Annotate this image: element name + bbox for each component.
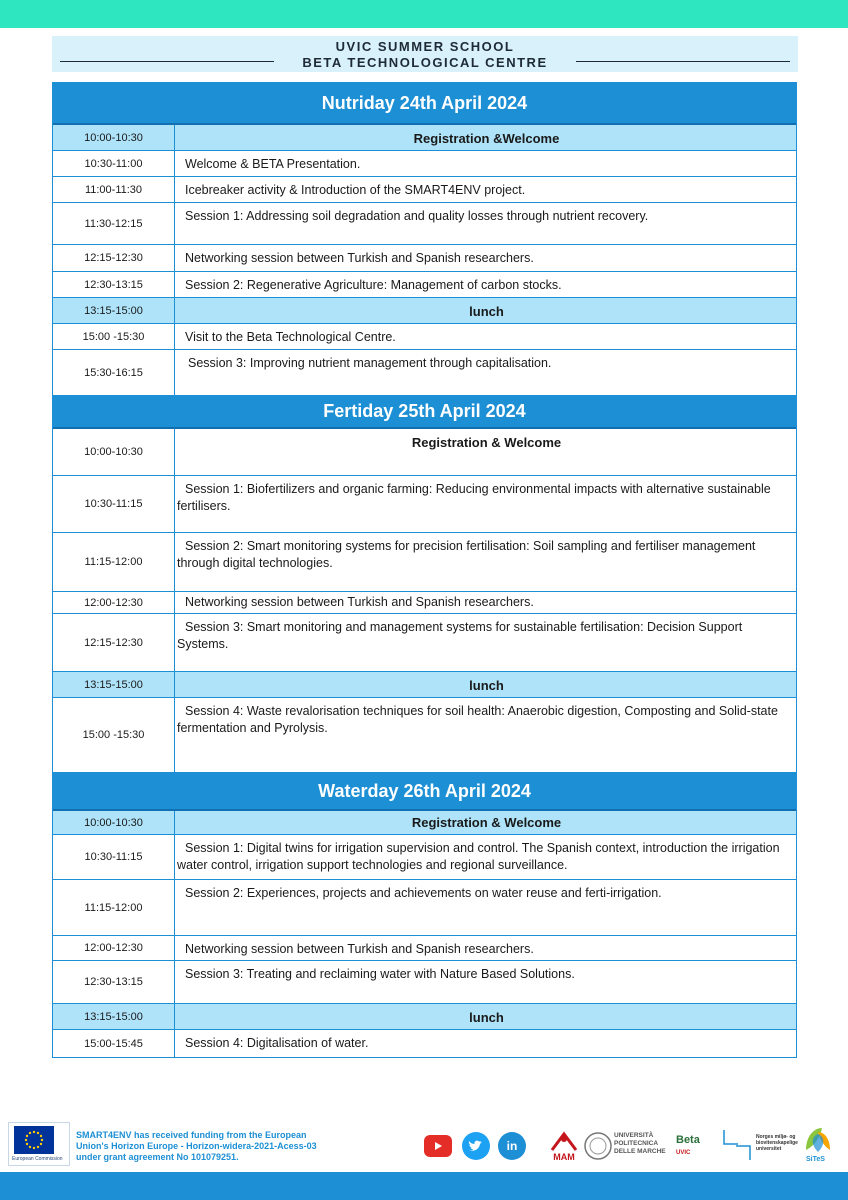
univpm-seal-icon bbox=[584, 1132, 612, 1160]
desc-cell: Welcome & BETA Presentation. bbox=[185, 157, 361, 171]
desc-cell: Session 4: Waste revalorisation techniques for soil health: Anaerobic digestion, Composting and Solid-state fermentation and Pyrolysis. bbox=[177, 704, 778, 735]
desc-cell: Registration &Welcome bbox=[413, 131, 560, 146]
time-cell: 10:00-10:30 bbox=[53, 811, 175, 834]
table-row bbox=[53, 592, 796, 614]
top-accent-bar bbox=[0, 0, 848, 28]
day-header: Waterday 26th April 2024 bbox=[53, 773, 796, 811]
desc-cell: Session 2: Experiences, projects and achievements on water reuse and ferti-irrigation. bbox=[185, 886, 662, 900]
time-cell: 15:00 -15:30 bbox=[53, 698, 175, 772]
table-row bbox=[53, 476, 796, 533]
time-cell: 10:00-10:30 bbox=[53, 429, 175, 475]
mam-logo: MAM bbox=[548, 1130, 580, 1164]
time-cell: 12:30-13:15 bbox=[53, 272, 175, 297]
table-row bbox=[53, 177, 796, 203]
time-cell: 11:00-11:30 bbox=[53, 177, 175, 202]
table-row bbox=[53, 125, 796, 151]
table-row bbox=[53, 698, 796, 773]
desc-cell: Networking session between Turkish and Spanish researchers. bbox=[185, 251, 534, 265]
univpm-logo: UNIVERSITÀ POLITECNICA DELLE MARCHE bbox=[614, 1132, 666, 1155]
desc-cell: Session 2: Smart monitoring systems for precision fertilisation: Soil sampling and fertiliser management through digital technologies. bbox=[177, 539, 756, 570]
funding-statement: SMART4ENV has received funding from the European Union's Horizon Europe - Horizon-widera-2021-Acess-03 under grant agreement No 101079251. bbox=[76, 1130, 317, 1162]
desc-cell: Session 3: Improving nutrient management through capitalisation. bbox=[188, 356, 552, 370]
table-row bbox=[53, 961, 796, 1004]
table-row bbox=[53, 1004, 796, 1030]
day-header: Nutriday 24th April 2024 bbox=[53, 83, 796, 125]
desc-cell: Session 1: Digital twins for irrigation supervision and control. The Spanish context, introduction the irrigation water control, irrigation support technologies and regional surveillance. bbox=[177, 841, 780, 872]
desc-cell: lunch bbox=[469, 304, 504, 319]
time-cell: 13:15-15:00 bbox=[53, 672, 175, 697]
schedule-table bbox=[52, 82, 797, 1058]
eu-label: European Commission bbox=[12, 1156, 63, 1162]
desc-cell: Icebreaker activity & Introduction of the SMART4ENV project. bbox=[185, 183, 526, 197]
time-cell: 11:30-12:15 bbox=[53, 203, 175, 244]
beta-logo: Beta bbox=[676, 1134, 700, 1146]
desc-cell: Session 3: Smart monitoring and management systems for sustainable fertilisation: Decision Support Systems. bbox=[177, 620, 743, 651]
sites-logo-icon bbox=[800, 1122, 836, 1158]
desc-cell: Session 1: Addressing soil degradation and quality losses through nutrient recovery. bbox=[185, 209, 649, 223]
time-cell: 13:15-15:00 bbox=[53, 298, 175, 323]
uvic-logo: UVIC bbox=[676, 1150, 691, 1156]
table-row bbox=[53, 203, 796, 245]
page-header bbox=[52, 36, 798, 72]
sites-logo: SiTeS bbox=[806, 1156, 825, 1163]
table-row bbox=[53, 245, 796, 272]
school-title: UVIC SUMMER SCHOOL bbox=[335, 39, 515, 54]
table-row bbox=[53, 298, 796, 324]
twitter-icon[interactable] bbox=[462, 1132, 490, 1160]
youtube-icon[interactable] bbox=[424, 1135, 452, 1157]
desc-cell: Session 4: Digitalisation of water. bbox=[185, 1036, 369, 1050]
table-row bbox=[53, 614, 796, 672]
table-row bbox=[53, 811, 796, 835]
time-cell: 10:00-10:30 bbox=[53, 125, 175, 150]
table-row bbox=[53, 151, 796, 177]
time-cell: 12:00-12:30 bbox=[53, 592, 175, 613]
time-cell: 12:00-12:30 bbox=[53, 936, 175, 960]
desc-cell: Session 3: Treating and reclaiming water with Nature Based Solutions. bbox=[185, 967, 575, 981]
table-row bbox=[53, 880, 796, 936]
centre-title: BETA TECHNOLOGICAL CENTRE bbox=[52, 55, 798, 70]
desc-cell: Registration & Welcome bbox=[411, 435, 562, 450]
time-cell: 11:15-12:00 bbox=[53, 533, 175, 591]
nmbu-logo: Norges miljø- og biovitenskapelige universitet bbox=[756, 1134, 798, 1152]
desc-cell: Networking session between Turkish and Spanish researchers. bbox=[185, 595, 534, 609]
desc-cell: Registration & Welcome bbox=[411, 815, 562, 830]
time-cell: 12:30-13:15 bbox=[53, 961, 175, 1003]
time-cell: 10:30-11:00 bbox=[53, 151, 175, 176]
table-row bbox=[53, 672, 796, 698]
table-row bbox=[53, 835, 796, 880]
bottom-accent-bar bbox=[0, 1172, 848, 1200]
desc-cell: lunch bbox=[469, 678, 504, 693]
table-row bbox=[53, 324, 796, 350]
desc-cell: Networking session between Turkish and Spanish researchers. bbox=[185, 942, 534, 956]
day-header: Fertiday 25th April 2024 bbox=[53, 396, 796, 429]
time-cell: 15:30-16:15 bbox=[53, 350, 175, 395]
desc-cell: Visit to the Beta Technological Centre. bbox=[185, 330, 396, 344]
table-row bbox=[53, 350, 796, 396]
time-cell: 10:30-11:15 bbox=[53, 835, 175, 879]
table-row bbox=[53, 1030, 796, 1057]
desc-cell: lunch bbox=[469, 1010, 504, 1025]
eu-flag-icon bbox=[14, 1126, 54, 1154]
nmbu-logo-icon bbox=[720, 1128, 754, 1162]
time-cell: 12:15-12:30 bbox=[53, 245, 175, 271]
table-row bbox=[53, 272, 796, 298]
table-row bbox=[53, 533, 796, 592]
table-row bbox=[53, 936, 796, 961]
time-cell: 15:00-15:45 bbox=[53, 1030, 175, 1057]
linkedin-icon[interactable]: in bbox=[498, 1132, 526, 1160]
time-cell: 11:15-12:00 bbox=[53, 880, 175, 935]
time-cell: 15:00 -15:30 bbox=[53, 324, 175, 349]
time-cell: 12:15-12:30 bbox=[53, 614, 175, 671]
time-cell: 10:30-11:15 bbox=[53, 476, 175, 532]
time-cell: 13:15-15:00 bbox=[53, 1004, 175, 1029]
desc-cell: Session 2: Regenerative Agriculture: Management of carbon stocks. bbox=[185, 278, 562, 292]
desc-cell: Session 1: Biofertilizers and organic farming: Reducing environmental impacts with alternative sustainable fertilisers. bbox=[177, 482, 771, 513]
table-row bbox=[53, 429, 796, 476]
